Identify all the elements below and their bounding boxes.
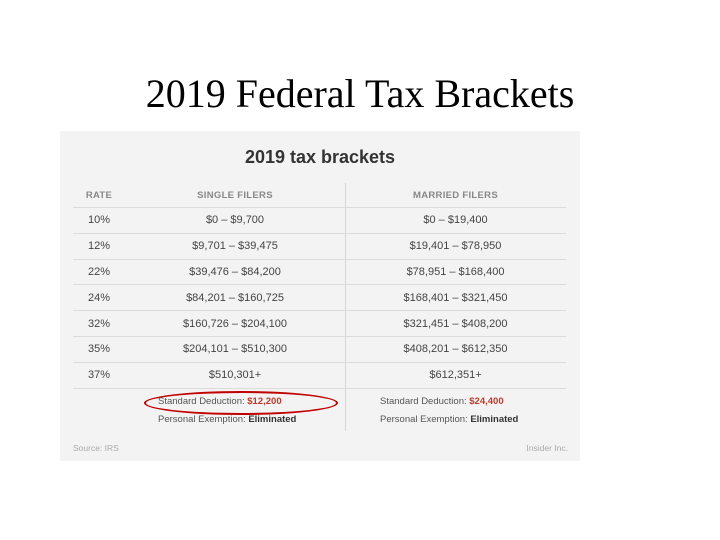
single-exemption-line — [158, 411, 296, 429]
single-range-cell: $84,201 – $160,725 — [186, 291, 284, 304]
single-exemption-value: Eliminated — [248, 414, 297, 425]
single-footer — [158, 393, 296, 429]
panel-title: 2019 tax brackets — [244, 147, 396, 167]
single-range-cell: $9,701 – $39,475 — [192, 240, 278, 253]
married-range-cell: $168,401 – $321,450 — [403, 291, 508, 304]
single-range-cell: $160,726 – $204,100 — [183, 317, 287, 330]
single-deduction-label: Standard Deduction: — [158, 396, 245, 407]
rate-cell: 10% — [87, 214, 111, 227]
header-married-filers: MARRIED FILERS — [413, 189, 498, 201]
slide-title: 2019 Federal Tax Brackets — [145, 71, 575, 116]
married-exemption-label: Personal Exemption: — [380, 414, 468, 425]
header-rate: RATE — [85, 189, 113, 201]
table-row — [73, 260, 566, 286]
credit-note: Insider Inc. — [526, 443, 568, 453]
tax-bracket-panel — [60, 131, 580, 461]
rate-cell: 32% — [87, 317, 111, 330]
single-range-cell: $39,476 – $84,200 — [189, 265, 281, 278]
married-deduction-line — [380, 393, 518, 411]
married-footer — [380, 393, 518, 429]
rate-cell: 24% — [87, 291, 111, 304]
married-deduction-label: Standard Deduction: — [380, 396, 467, 407]
single-range-cell: $204,101 – $510,300 — [183, 343, 287, 356]
single-deduction-line — [158, 393, 296, 411]
married-range-cell: $612,351+ — [429, 369, 482, 382]
rate-cell: 12% — [87, 240, 111, 253]
table-row — [73, 363, 566, 389]
single-range-cell: $0 – $9,700 — [205, 214, 265, 227]
table-row — [73, 208, 566, 234]
table-row — [73, 234, 566, 260]
married-range-cell: $0 – $19,400 — [423, 214, 488, 227]
married-range-cell: $19,401 – $78,950 — [409, 240, 502, 253]
bracket-table — [73, 183, 566, 389]
table-row — [73, 337, 566, 363]
married-exemption-line — [380, 411, 518, 429]
married-exemption-value: Eliminated — [470, 414, 519, 425]
rate-cell: 22% — [87, 265, 111, 278]
single-exemption-label: Personal Exemption: — [158, 414, 246, 425]
table-header-row — [73, 183, 566, 208]
source-note: Source: IRS — [73, 443, 119, 453]
single-deduction-value: $12,200 — [247, 396, 282, 407]
rate-cell: 37% — [87, 369, 111, 382]
married-range-cell: $78,951 – $168,400 — [406, 265, 505, 278]
table-row — [73, 311, 566, 337]
table-row — [73, 285, 566, 311]
married-deduction-value: $24,400 — [469, 396, 504, 407]
married-range-cell: $408,201 – $612,350 — [403, 343, 508, 356]
rate-cell: 35% — [87, 343, 111, 356]
header-single-filers: SINGLE FILERS — [197, 189, 273, 201]
married-range-cell: $321,451 – $408,200 — [403, 317, 508, 330]
single-range-cell: $510,301+ — [208, 369, 262, 382]
